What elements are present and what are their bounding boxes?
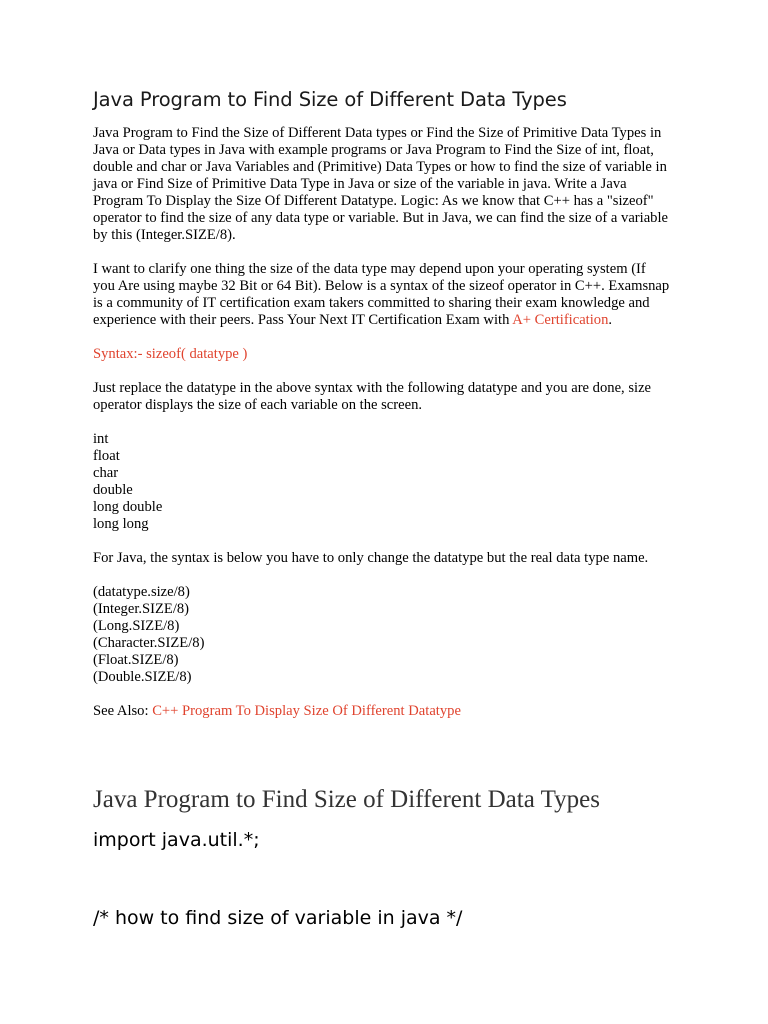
list-item: (Float.SIZE/8)	[93, 652, 179, 668]
intro-paragraph: Java Program to Find the Size of Different Data types or Find the Size of Primitive Data Types in Java or Data types in Java with example programs or Java Program to Find the Size of int, float, double and char or Java Variables and (Primitive) Data Types or how to find the size of variable in java or Find Size of Primitive Data Type in Java or size of the variable in java. Write a Java Program To Display the Size Of Different Datatype. Logic: As we know that C++ has a "sizeof" operator to find the size of any data type or variable. But in Java, we can find the size of a variable by this (Integer.SIZE/8).	[93, 125, 669, 243]
list-item: (datatype.size/8)	[93, 584, 190, 600]
java-size-list	[93, 584, 671, 686]
certification-link[interactable]: A+ Certification	[512, 312, 609, 328]
clarify-paragraph	[93, 261, 671, 329]
cpp-type-list	[93, 431, 671, 533]
clarify-text: I want to clarify one thing the size of the data type may depend upon your operating system (If you Are using maybe 32 Bit or 64 Bit). Below is a syntax of the sizeof operator in C++. Examsnap is a community of IT certification exam takers committed to sharing their exam knowledge and experience with their peers. Pass Your Next IT Certification Exam with	[93, 261, 670, 328]
list-item: (Integer.SIZE/8)	[93, 601, 190, 617]
clarify-end: .	[608, 312, 613, 328]
list-item: float	[93, 448, 120, 464]
replace-paragraph: Just replace the datatype in the above syntax with the following datatype and you are done, size operator displays the size of each variable on the screen.	[93, 380, 652, 413]
code-import-line: import java.util.*;	[93, 829, 260, 851]
see-also-label: See Also:	[93, 703, 153, 719]
list-item: char	[93, 465, 119, 481]
see-also-link[interactable]: C++ Program To Display Size Of Different Datatype	[152, 703, 461, 719]
list-item: double	[93, 482, 133, 498]
list-item: (Long.SIZE/8)	[93, 618, 180, 634]
java-paragraph: For Java, the syntax is below you have to only change the datatype but the real data type name.	[93, 550, 649, 566]
syntax-line: Syntax:- sizeof( datatype )	[93, 346, 248, 362]
list-item: int	[93, 431, 109, 447]
code-comment-line: /* how to find size of variable in java */	[93, 907, 463, 929]
page-title: Java Program to Find Size of Different Data Types	[93, 88, 567, 111]
list-item: long long	[93, 516, 149, 532]
list-item: (Character.SIZE/8)	[93, 635, 205, 651]
list-item: long double	[93, 499, 163, 515]
article-body	[93, 125, 671, 737]
list-item: (Double.SIZE/8)	[93, 669, 192, 685]
see-also	[93, 703, 671, 720]
section-heading: Java Program to Find Size of Different Data Types	[93, 786, 600, 813]
